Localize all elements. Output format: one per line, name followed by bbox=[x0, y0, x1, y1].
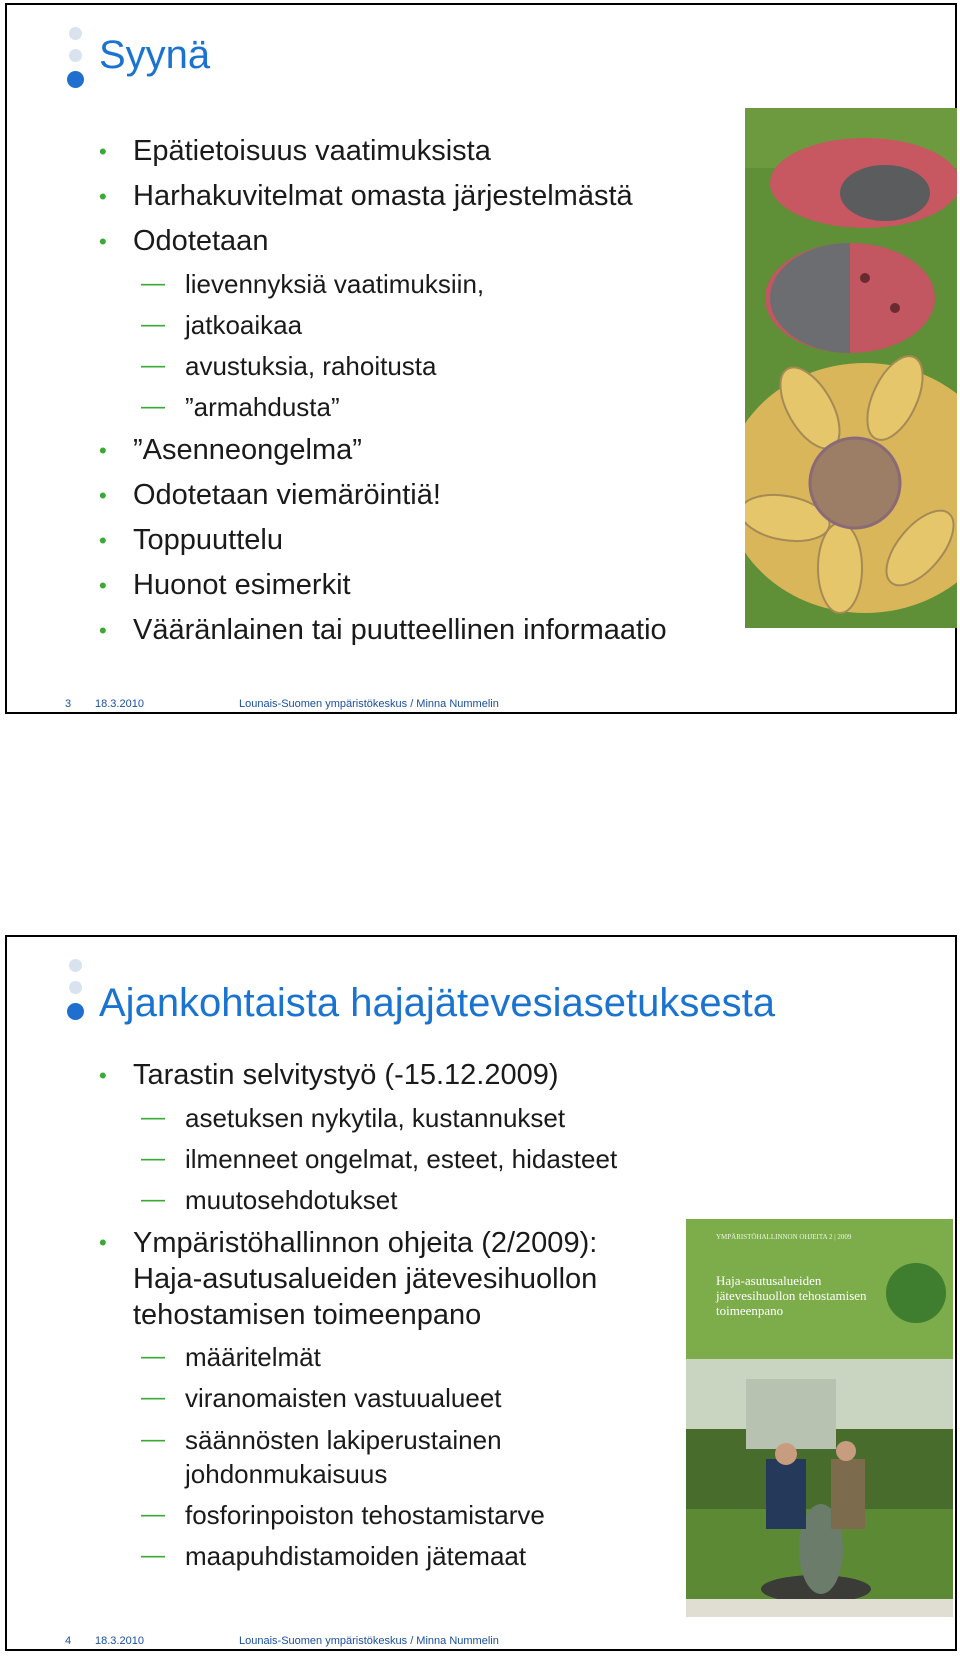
slide-4 bbox=[5, 935, 957, 1651]
list-item: — fosforinpoiston tehostamistarve bbox=[141, 1500, 545, 1530]
list-item: — viranomaisten vastuualueet bbox=[141, 1383, 502, 1413]
list-item: — jatkoaikaa bbox=[141, 310, 303, 340]
slide-3 bbox=[5, 3, 957, 714]
septic-lids-photo bbox=[745, 108, 957, 628]
list-item: — ilmenneet ongelmat, esteet, hidasteet bbox=[141, 1144, 618, 1174]
footer-org: Lounais-Suomen ympäristökeskus / Minna Nummelin bbox=[239, 1635, 499, 1647]
list-item: • Toppuuttelu bbox=[99, 524, 283, 556]
decor-dots bbox=[65, 959, 87, 1029]
page-number: 4 bbox=[65, 1635, 72, 1647]
cover-heading: Haja-asutusalueiden jätevesihuollon tehostamisen toimeenpano bbox=[716, 1273, 867, 1318]
bullet-list bbox=[97, 1053, 667, 1577]
footer-org: Lounais-Suomen ympäristökeskus / Minna Nummelin bbox=[239, 698, 499, 710]
list-item: — muutosehdotukset bbox=[141, 1185, 398, 1215]
list-item: • Odotetaan bbox=[99, 225, 269, 257]
list-item: • Huonot esimerkit bbox=[99, 569, 351, 601]
list-item: • Tarastin selvitystyö (-15.12.2009) bbox=[99, 1059, 559, 1091]
list-item: • Epätietoisuus vaatimuksista bbox=[99, 135, 491, 167]
cover-series: YMPÄRISTÖHALLINNON OHJEITA 2 | 2009 bbox=[716, 1233, 852, 1241]
list-item: — maapuhdistamoiden jätemaat bbox=[141, 1541, 527, 1571]
list-item: • Ympäristöhallinnon ohjeita (2/2009): Haja-asutusalueiden jätevesihuollon tehostamisen toimeenpano bbox=[99, 1227, 598, 1331]
list-item: — ”armahdusta” bbox=[141, 392, 340, 422]
list-item: • ”Asenneongelma” bbox=[99, 434, 362, 466]
list-item: — asetuksen nykytila, kustannukset bbox=[141, 1103, 566, 1133]
list-item: — lievennyksiä vaatimuksiin, bbox=[141, 269, 485, 299]
list-item: — avustuksia, rahoitusta bbox=[141, 351, 437, 381]
cover-photo bbox=[686, 1359, 953, 1617]
slide-title: Ajankohtaista hajajätevesiasetuksesta bbox=[99, 981, 775, 1025]
page-number: 3 bbox=[65, 698, 72, 710]
list-item: • Odotetaan viemäröintiä! bbox=[99, 479, 441, 511]
decor-dots bbox=[65, 27, 87, 97]
slide-title: Syynä bbox=[99, 33, 211, 77]
publication-cover bbox=[686, 1219, 953, 1617]
cover-seal bbox=[886, 1263, 946, 1323]
list-item: — määritelmät bbox=[141, 1342, 321, 1372]
bullet-list bbox=[97, 129, 667, 653]
list-item: • Harhakuvitelmat omasta järjestelmästä bbox=[99, 180, 633, 212]
list-item: — säännösten lakiperustainen johdonmukaisuus bbox=[141, 1425, 502, 1489]
footer-date: 18.3.2010 bbox=[95, 698, 144, 710]
list-item: • Vääränlainen tai puutteellinen informaatio bbox=[99, 614, 667, 646]
footer-date: 18.3.2010 bbox=[95, 1635, 144, 1647]
